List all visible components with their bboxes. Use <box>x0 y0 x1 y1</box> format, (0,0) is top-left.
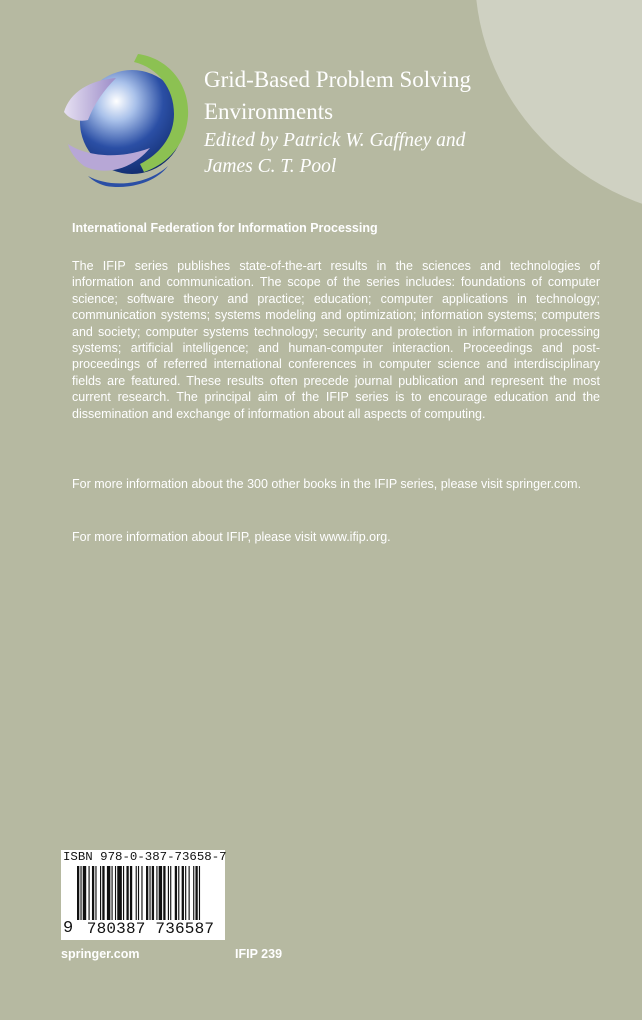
barcode-bar <box>170 866 171 920</box>
barcode-bar <box>168 866 169 920</box>
barcode-bar <box>199 866 200 920</box>
barcode-bar <box>126 866 128 920</box>
barcode-bar <box>123 866 124 920</box>
barcode-bar <box>178 866 179 920</box>
ean-first-digit: 9 <box>63 919 74 938</box>
publisher-website: springer.com <box>61 947 140 961</box>
barcode-bar <box>136 866 137 920</box>
book-title-block <box>204 64 471 180</box>
barcode-bar <box>175 866 177 920</box>
barcode-bar <box>149 866 150 920</box>
barcode-bar <box>156 866 157 920</box>
ean-digits: 780387 736587 <box>86 920 215 938</box>
globe-logo-icon <box>60 48 192 190</box>
barcode-bar <box>138 866 139 920</box>
barcode-bar <box>92 866 94 920</box>
ifip-info: For more information about IFIP, please visit www.ifip.org. <box>72 530 391 544</box>
barcode-bar <box>185 866 186 920</box>
barcode-bar <box>80 866 81 920</box>
barcode-bar <box>95 866 96 920</box>
barcode-bar <box>100 866 101 920</box>
barcode-bar <box>189 866 190 920</box>
series-description: The IFIP series publishes state-of-the-art results in the sciences and technologies of information and communication. The scope of the series includes: foundations of computer science; software theory and practice; education; computer applications in technology; communication systems; systems modeling and optimization; information systems; computers and society; computer systems technology; security and protection in information processing systems; artificial intelligence; and human-computer interaction. Proceedings and post-proceedings of referred international conferences in computer science and interdisciplinary fields are featured. These results often precede journal publication and represent the most current research. The principal aim of the IFIP series is to encourage education and the dissemination and exchange of information about all aspects of computing. <box>72 259 600 421</box>
organization-heading: International Federation for Information Processing <box>72 221 378 235</box>
barcode-bar <box>141 866 142 920</box>
barcode-bars <box>77 866 223 924</box>
isbn-label: ISBN 978-0-387-73658-7 <box>63 850 227 864</box>
barcode-bar <box>102 866 104 920</box>
barcode-bar <box>195 866 197 920</box>
barcode-bar <box>89 866 90 920</box>
isbn-barcode <box>61 850 225 940</box>
book-title-line-1: Grid-Based Problem Solving <box>204 67 472 92</box>
barcode-bar <box>77 866 79 920</box>
corner-arc-decoration <box>475 0 642 220</box>
barcode-bar <box>115 866 116 920</box>
editors-line-1: Edited by Patrick W. Gaffney and <box>204 130 466 151</box>
barcode-bar <box>112 866 113 920</box>
barcode-bar <box>163 866 165 920</box>
barcode-bar <box>83 866 86 920</box>
barcode-bar <box>117 866 122 920</box>
barcode-bar <box>152 866 154 920</box>
editors-line-2: James C. T. Pool <box>204 156 337 177</box>
barcode-bar <box>182 866 184 920</box>
barcode-bar <box>159 866 162 920</box>
series-number: IFIP 239 <box>235 947 283 961</box>
more-books-info: For more information about the 300 other books in the IFIP series, please visit springer.com. <box>72 477 582 491</box>
barcode-bar <box>193 866 194 920</box>
barcode-bar <box>130 866 132 920</box>
book-title-line-2: Environments <box>204 99 334 124</box>
barcode-bar <box>107 866 110 920</box>
barcode-bar <box>146 866 148 920</box>
